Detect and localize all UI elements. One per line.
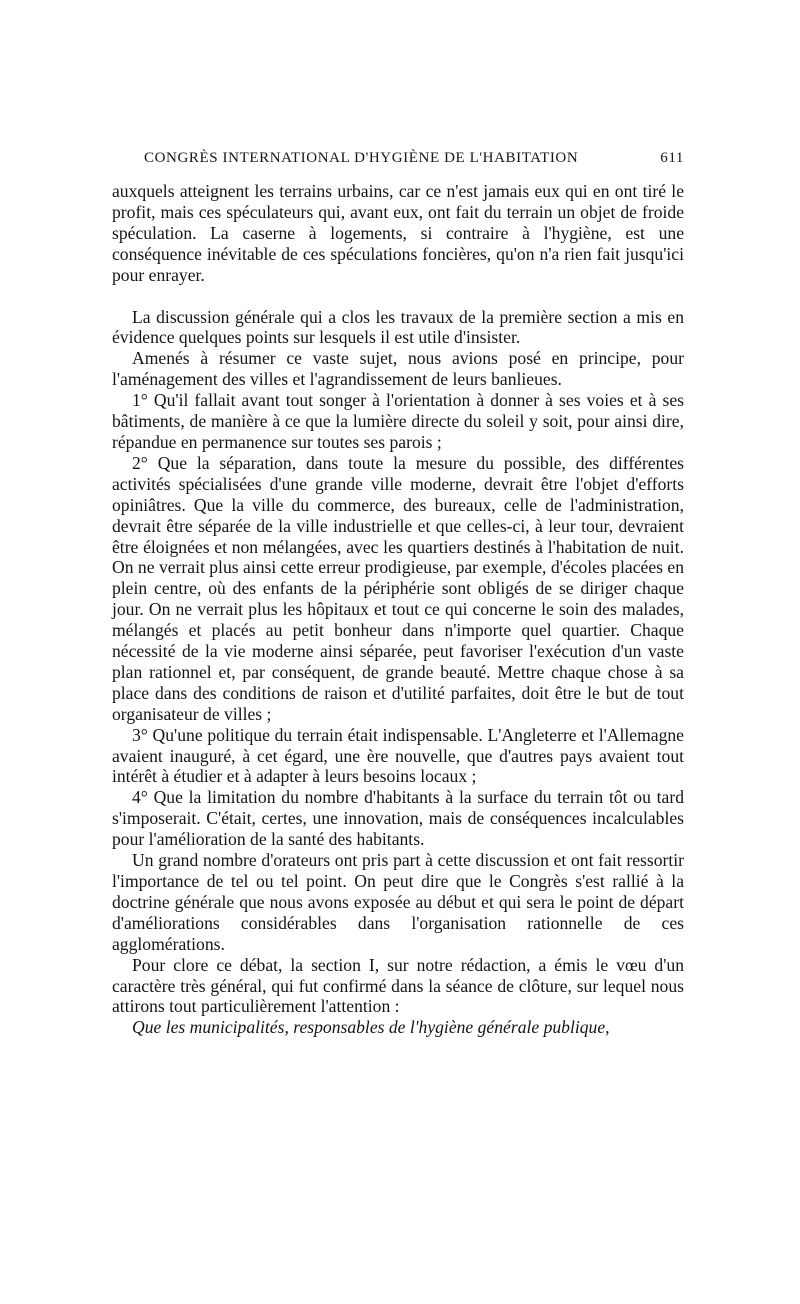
document-page bbox=[112, 150, 684, 1038]
paragraph-point-2: 2° Que la séparation, dans toute la mesure du possible, des différentes activités spécialisées d'une grande ville moderne, devrait être l'objet d'efforts opiniâtres. Que la ville du commerce, des bureaux, celle de l'administration, devrait être séparée de la ville industrielle et que celles-ci, à leur tour, devraient être éloignées et non mélangées, avec les quartiers destinés à l'habitation de nuit. On ne verrait plus ainsi cette erreur prodigieuse, par exemple, d'écoles placées en plein centre, où des enfants de la périphérie sont obligés de se diriger chaque jour. On ne verrait plus les hôpitaux et tout ce qui concerne le soin des malades, mélangés et placés au petit bonheur dans n'importe quel quartier. Chaque nécessité de la vie moderne ainsi séparée, peut favoriser l'exécution d'un vaste plan rationnel et, par conséquent, de grande beauté. Mettre chaque chose à sa place dans des conditions de raison et d'utilité parfaites, doit être le but de tout organisateur de villes ; bbox=[112, 452, 684, 724]
running-header bbox=[112, 150, 684, 167]
paragraph-general-discussion: La discussion générale qui a clos les travaux de la première section a mis en évidence quelques points sur lesquels il est utile d'insister. bbox=[112, 306, 684, 348]
paragraph-point-3: 3° Qu'une politique du terrain était indispensable. L'Angleterre et l'Allemagne avaient inauguré, à cet égard, une ère nouvelle, que d'autres pays avaient tout intérêt à étudier et à adapter à leurs besoins locaux ; bbox=[112, 724, 684, 787]
paragraph-principles-intro: Amenés à résumer ce vaste sujet, nous avions posé en principe, pour l'aménagement des villes et l'agrandissement de leurs banlieues. bbox=[112, 348, 684, 390]
running-title: CONGRÈS INTERNATIONAL D'HYGIÈNE DE L'HABITATION bbox=[144, 150, 579, 166]
paragraph-speakers: Un grand nombre d'orateurs ont pris part à cette discussion et ont fait ressortir l'importance de tel ou tel point. On peut dire que le Congrès s'est rallié à la doctrine générale que nous avons exposée au début et qui sera le point de départ d'améliorations considérables dans l'organisation rationnelle de ces agglomérations. bbox=[112, 850, 684, 954]
paragraph-point-4: 4° Que la limitation du nombre d'habitants à la surface du terrain tôt ou tard s'imposerait. C'était, certes, une innovation, mais de conséquences incalculables pour l'amélioration de la santé des habitants. bbox=[112, 787, 684, 850]
paragraph-point-1: 1° Qu'il fallait avant tout songer à l'orientation à donner à ses voies et à ses bâtiments, de manière à ce que la lumière directe du soleil y soit, pour ainsi dire, répandue en permanence sur toutes ses parois ; bbox=[112, 390, 684, 452]
page-number: 611 bbox=[660, 150, 684, 166]
paragraph-continuation: auxquels atteignent les terrains urbains, car ce n'est jamais eux qui en ont tiré le profit, mais ces spéculateurs qui, avant eux, ont fait du terrain un objet de froide spéculation. La caserne à logements, si contraire à l'hygiène, est une conséquence inévitable de ces spéculations foncières, qu'on n'a rien fait jusqu'ici pour enrayer. bbox=[112, 181, 684, 285]
paragraph-gap bbox=[112, 286, 684, 307]
paragraph-resolution-text: Que les municipalités, responsables de l'hygiène générale publique, bbox=[132, 1017, 610, 1038]
paragraph-resolution: Pour clore ce débat, la section I, sur notre rédaction, a émis le vœu d'un caractère très général, qui fut confirmé dans la séance de clôture, sur lequel nous attirons tout particulièrement l'attention : bbox=[112, 954, 684, 1017]
